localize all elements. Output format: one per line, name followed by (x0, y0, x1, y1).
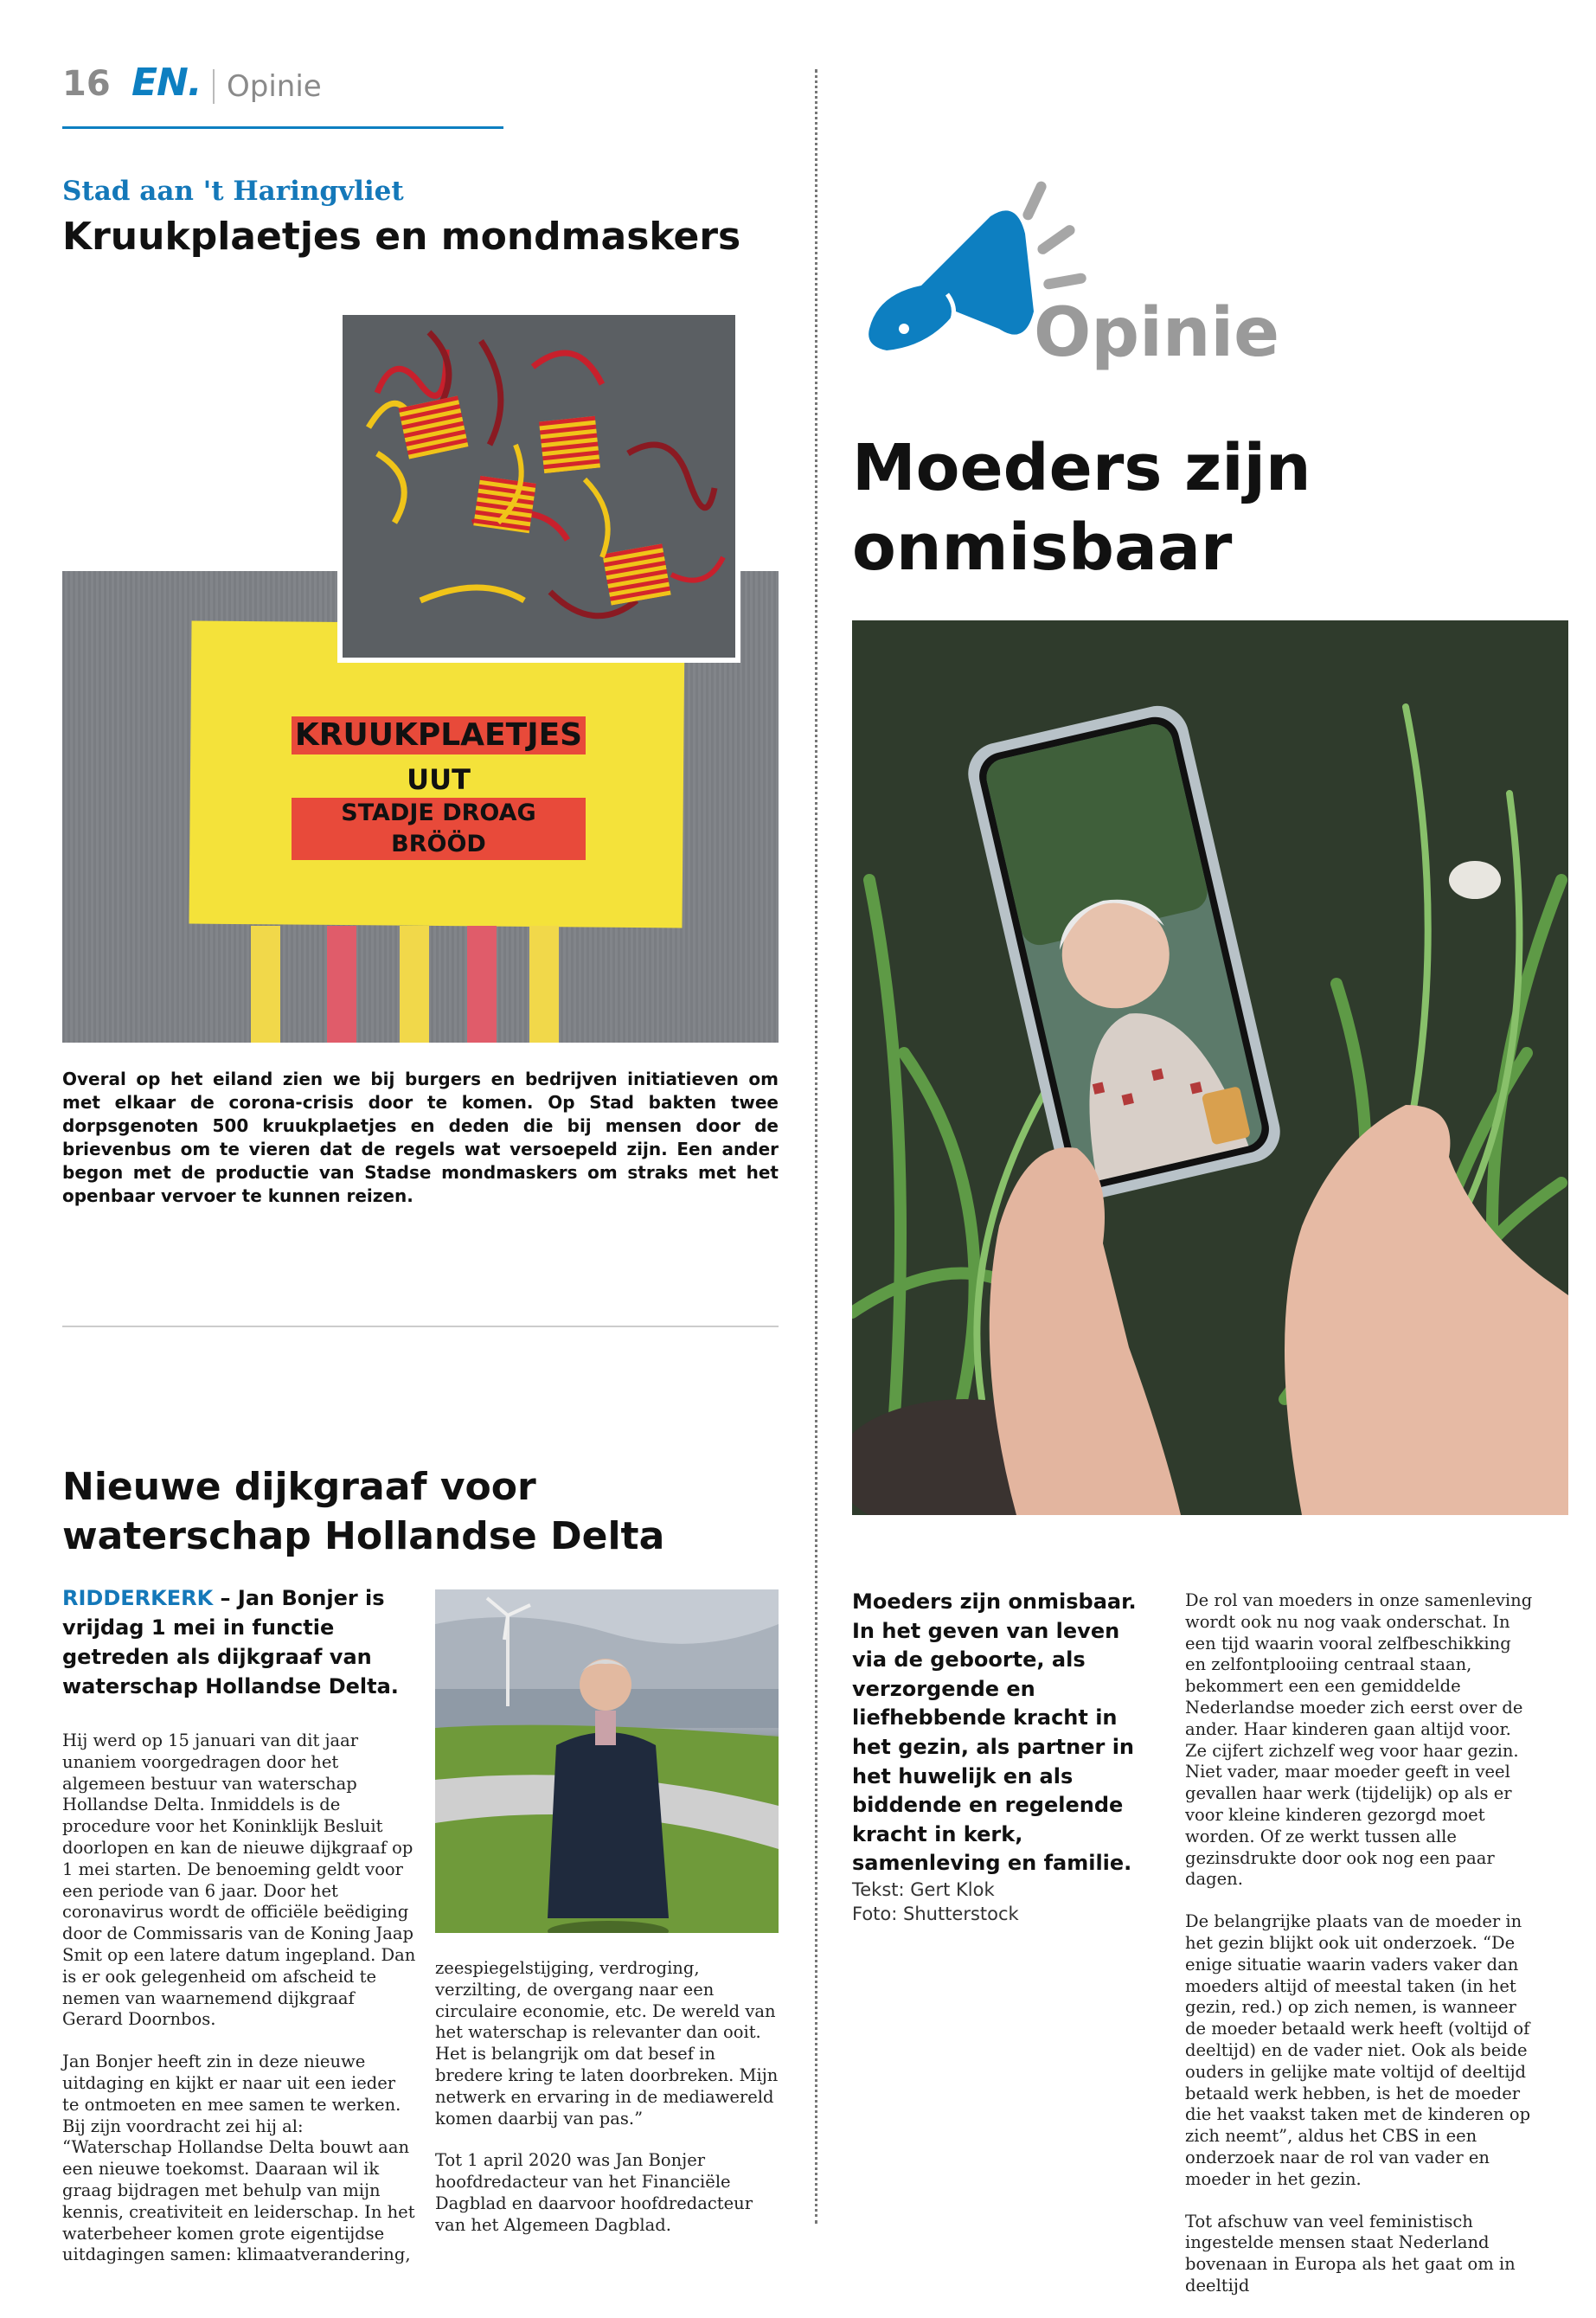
ribbon (529, 926, 559, 1043)
phone-illustration (852, 620, 1568, 1515)
dijkgraaf-illustration (435, 1589, 779, 1933)
ribbon (467, 926, 497, 1043)
article2-lead (62, 1583, 417, 1701)
article3-title: Moeders zijn onmisbaar (852, 431, 1311, 585)
credit-text: Tekst: Gert Klok (852, 1879, 995, 1900)
header-separator (213, 69, 215, 104)
article2-paragraph: Hij werd op 15 januari van dit jaar unaniem voorgedragen door het algemeen bestuur van waterschap Hollandse Delta. Inmiddels is de procedure voor het Koninklijk Besluit doorlopen en kan de nieuwe dijkgraaf op 1 mei starten. De benoeming geldt voor een periode van 6 jaar. Door het coronavirus wordt de officiële beëdiging door de Commissaris van de Koning Jaap Smit op een latere datum ingepland. Dan is er ook gelegenheid om afscheid te nemen van waarnemend dijkgraaf Gerard Doornbos. (62, 1730, 416, 2030)
credit-photo: Foto: Shutterstock (852, 1904, 1019, 1924)
column-divider (815, 69, 817, 2224)
article1-title: Kruukplaetjes en mondmaskers (62, 215, 741, 259)
header-rule (62, 126, 503, 129)
photo-label-kruukplaetjes: KRUUKPLAETJES (292, 716, 586, 754)
ribbon (251, 926, 280, 1043)
dijkgraaf-photo (435, 1589, 779, 1933)
opinie-logo-word: Opinie (1034, 294, 1280, 372)
section-label: Opinie (227, 69, 322, 104)
article2-title: Nieuwe dijkgraaf voor waterschap Hollandse Delta (62, 1465, 665, 1558)
publication-logo: EN. (131, 61, 202, 105)
article1-caption: Overal op het eiland zien we bij burgers en bedrijven initiatieven om met elkaar de corona-crisis door te komen. Op Stad bakten twee dorpsgenoten 500 kruukplaetjes en deden die bij mensen door de brievenbus om te vieren dat de regels wat versoepeld zijn. Een ander begon met de productie van Stadse mondmaskers om straks met het openbaar vervoer te kunnen reizen. (62, 1069, 779, 1206)
article2-column1 (62, 1730, 417, 2287)
article2-column2 (435, 1958, 779, 2257)
article3-body (1185, 1590, 1535, 2318)
article3-paragraph: De rol van moeders in onze samenleving wordt ook nu nog vaak onderschat. In een tijd waarin vooral zelfbeschikking en zelfontplooiing centraal staan, bekommert een een gemiddelde Nederlandse moeder zich eerst over de ander. Haar kinderen gaan altijd voor. Ze cijfert zichzelf weg voor haar gezin. Niet vader, maar moeder geeft in veel gevallen haar werk (tijdelijk) op als er voor kleine kinderen gezorgd moet worden. Of ze werkt tussen alle gezinsdrukte door ook nog een paar dagen. (1185, 1590, 1533, 1890)
article1-kicker: Stad aan 't Haringvliet (62, 176, 404, 207)
article3-paragraph: Tot afschuw van veel feministisch ingestelde mensen staat Nederland bovenaan in Europa als het gaat om in deeltijd (1185, 2211, 1516, 2296)
mondmaskers-photo (337, 310, 740, 663)
article-separator (62, 1326, 779, 1327)
article2-paragraph: zeespiegelstijging, verdroging, verzilting, de overgang naar een circulaire economie, etc. De wereld van het waterschap is relevanter dan ooit. Het is belangrijk om dat besef in bredere kring te laten doorbreken. Mijn netwerk en ervaring in de mediawereld komen daarbij van pas.” (435, 1958, 779, 2129)
photo-label-uut: UUT (407, 763, 471, 796)
photo-label-stadje: STADJE DROAG BRÖÖD (292, 798, 586, 860)
masks-illustration (343, 315, 735, 658)
article3-lead: Moeders zijn onmisbaar. In het geven van leven via de geboorte, als verzorgende en liefhebbende kracht in het gezin, als partner in het huwelijk en als biddende en regelende kracht in kerk, samenleving en familie. (852, 1589, 1137, 1876)
article2-paragraph: Jan Bonjer heeft zin in deze nieuwe uitdaging en kijkt er naar uit een ieder te ontmoeten en mee samen te werken. Bij zijn voordracht zei hij al: “Waterschap Hollandse Delta bouwt aan een nieuwe toekomst. Daaraan wil ik graag bijdragen met behulp van mijn kennis, creativiteit en leiderschap. In het waterbeheer komen grote eigentijdse uitdagingen samen: klimaatverandering, (62, 2052, 415, 2265)
page-number: 16 (62, 64, 111, 104)
article2-dateline: RIDDERKERK (62, 1586, 214, 1610)
ribbon (400, 926, 429, 1043)
article2-paragraph: Tot 1 april 2020 was Jan Bonjer hoofdredacteur van het Financiële Dagblad en daarvoor hoofdredacteur van het Algemeen Dagblad. (435, 2150, 753, 2235)
videocall-photo (852, 620, 1568, 1515)
article2-lead-text: – Jan Bonjer is vrijdag 1 mei in functie getreden als dijkgraaf van waterschap Hollandse Delta. (62, 1586, 399, 1698)
article3-paragraph: De belangrijke plaats van de moeder in het gezin blijkt ook uit onderzoek. “De enige situatie waarin vaders vaker dan moeders altijd of meestal taken (in het gezin, red.) op zich nemen, is wanneer de moeder betaald werk heeft (voltijd of deeltijd) en de vader niet. Ook als beide ouders in gelijke mate voltijd of deeltijd betaald werk hebben, is het de moeder die het vaakst taken met de kinderen op zich neemt”, aldus het CBS in een onderzoek naar de rol van vader en moeder in het gezin. (1185, 1911, 1531, 2189)
ribbon (327, 926, 356, 1043)
